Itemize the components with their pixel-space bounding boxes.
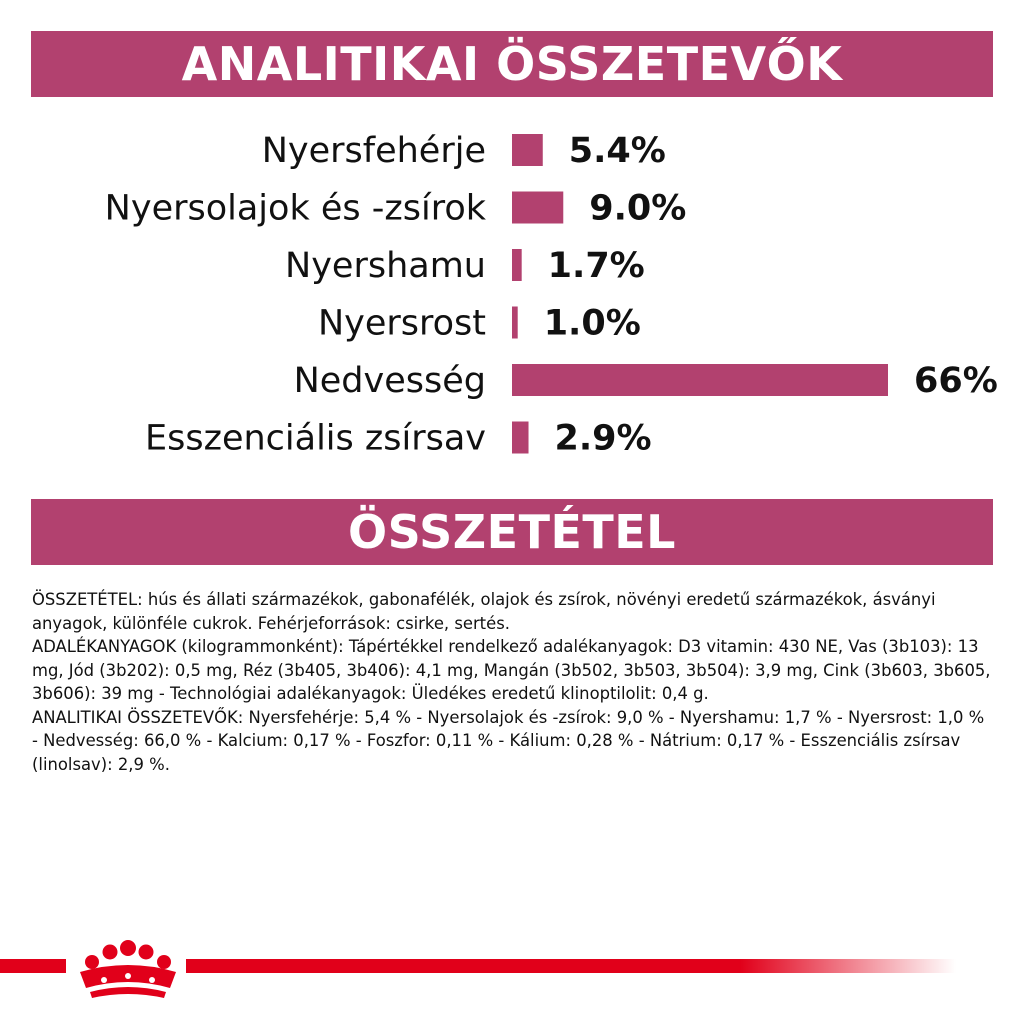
value-label: 1.0% <box>543 303 641 344</box>
bar <box>512 249 522 281</box>
composition-paragraph-ingredients: ÖSSZETÉTEL: hús és állati származékok, gabonafélék, olajok és zsírok, növényi eredetű származékok, ásványi anyagok, különféle cukrok. Fehérjeforrások: csirke, sertés. <box>32 590 936 633</box>
category-label: Nyersfehérje <box>261 131 486 171</box>
value-label: 2.9% <box>554 418 652 459</box>
brand-stripe-left <box>0 959 66 973</box>
composition-paragraph-analytical: ANALITIKAI ÖSSZETEVŐK: Nyersfehérje: 5,4 % - Nyersolajok és -zsírok: 9,0 % - Nyershamu: 1,7 % - Nyersrost: 1,0 % - Nedvesség: 66,0 % - Kalcium: 0,17 % - Foszfor: 0,11 % - Kálium: 0,28 % - Nátrium: 0,17 % - Esszenciális zsírsav (linolsav): 2,9 %. <box>32 707 985 774</box>
brand-stripe-right <box>186 959 956 973</box>
composition-section-title: ÖSSZETÉTEL <box>348 505 676 559</box>
value-label: 1.7% <box>547 246 645 286</box>
bar <box>512 307 518 339</box>
analytical-bar-chart <box>0 120 1024 470</box>
bar <box>512 192 563 224</box>
bar <box>512 134 543 166</box>
category-label: Nyershamu <box>285 246 486 286</box>
composition-section-banner <box>31 499 993 565</box>
analytical-section-title: ANALITIKAI ÖSSZETEVŐK <box>181 37 843 91</box>
analytical-section-banner <box>31 31 993 97</box>
category-label: Esszenciális zsírsav <box>144 418 486 459</box>
crown-icon <box>80 940 176 998</box>
category-label: Nedvesség <box>293 361 486 401</box>
brand-footer <box>0 930 1024 1010</box>
value-label: 66% <box>914 361 998 401</box>
value-label: 9.0% <box>589 188 687 229</box>
composition-paragraph-additives: ADALÉKANYAGOK (kilogrammonként): Tápértékkel rendelkező adalékanyagok: D3 vitamin: 430 NE, Vas (3b103): 13 mg, Jód (3b202): 0,5 mg, Réz (3b405, 3b406): 4,1 mg, Mangán (3b502, 3b503, 3b504): 3,9 mg, Cink (3b603, 3b605, 3b606): 39 mg - Technológiai adalékanyagok: Üledékes eredetű klinoptilolit: 0,4 g. <box>32 637 991 703</box>
bar <box>512 364 888 396</box>
bar <box>512 422 529 454</box>
category-label: Nyersrost <box>317 303 486 344</box>
category-label: Nyersolajok és -zsírok <box>104 188 486 229</box>
value-label: 5.4% <box>568 131 666 171</box>
composition-text <box>32 588 992 776</box>
